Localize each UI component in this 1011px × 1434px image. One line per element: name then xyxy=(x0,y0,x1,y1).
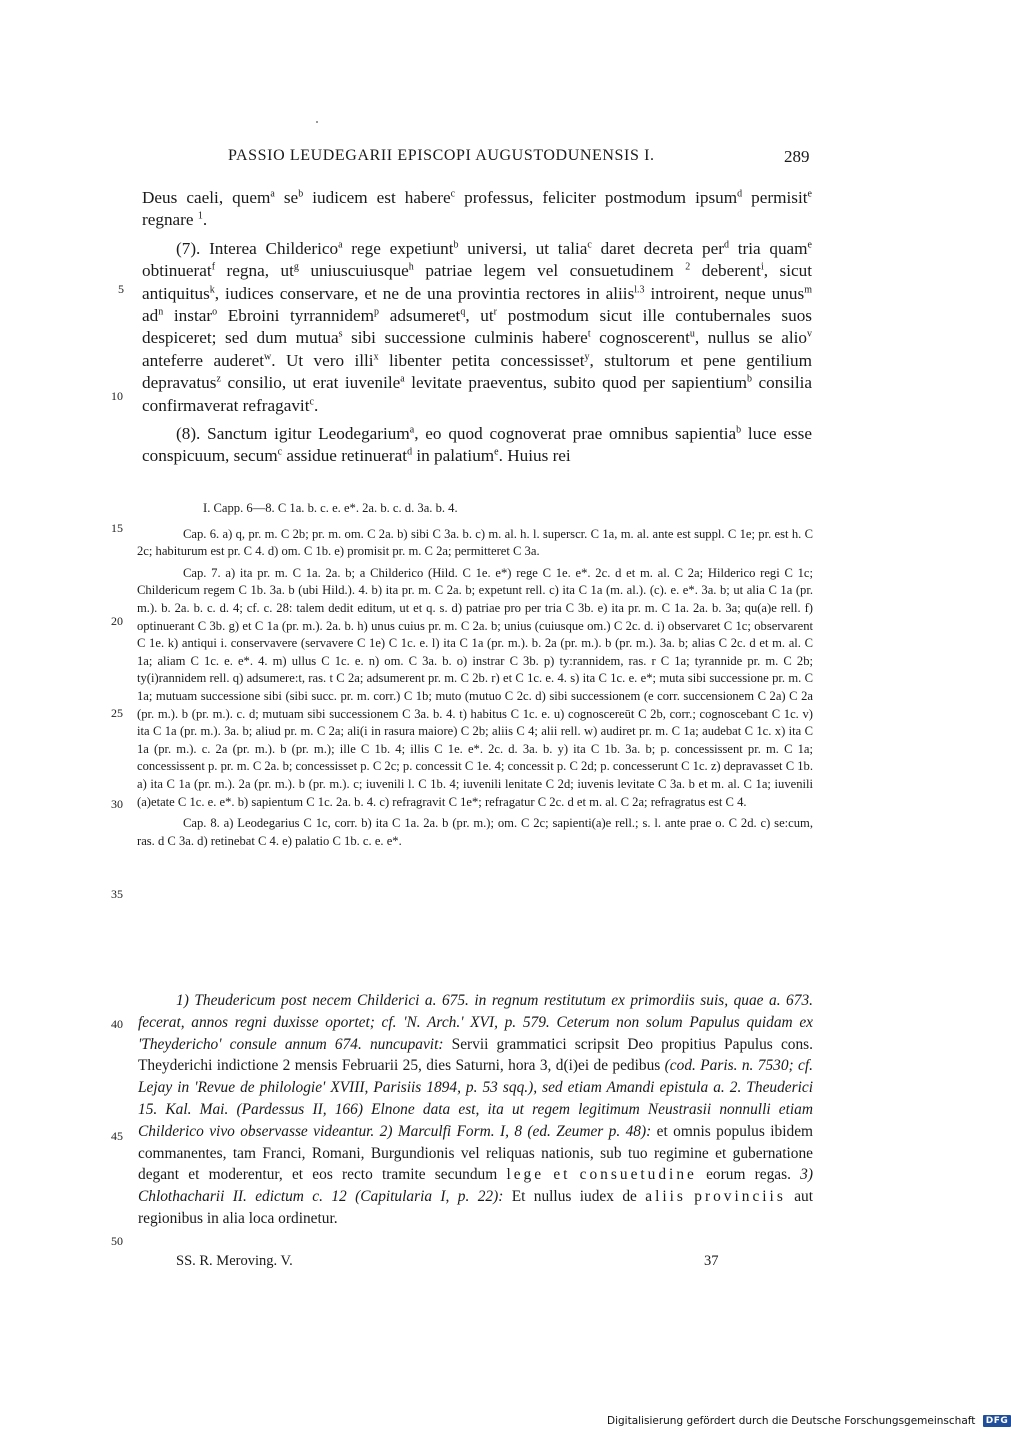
sheet-number: 37 xyxy=(704,1253,719,1269)
main-text xyxy=(142,187,812,468)
apparatus-cap6: Cap. 6. a) q, pr. m. C 2b; pr. m. om. C 2a. b) sibi C 3a. b. c) m. al. h. l. superscr. C 1a, m. al. ante est suppl. C 1e; pr. est h. C 2c; habiturum est pr. C 4. d) om. C 1b. e) promisit pr. m. C 2a; permitteret C 3a. xyxy=(137,526,813,559)
line-number: 45 xyxy=(111,1129,123,1143)
line-number: 5 xyxy=(118,282,124,296)
critical-apparatus xyxy=(137,500,813,850)
line-number: 10 xyxy=(111,389,123,403)
digitization-credit xyxy=(607,1415,1011,1427)
line-number: 25 xyxy=(111,706,123,720)
footnotes xyxy=(138,990,813,1230)
signature-line xyxy=(0,1253,1000,1273)
paragraph: Deus caeli, quem$^a$ $se^b$ iudicem est habere$^c$ professus, feliciter postmodum ipsum$^d$ permisit$^e$ regnare $^1$. xyxy=(142,188,812,230)
paragraph-cap8: (8). Sanctum igitur Leodegarium$^a$, eo quod cognoverat prae omnibus sapientia$^b$ luce esse conspicuum, secum$^c$ assidue retinuerat$^d$ in palatium$^e$. Huius rei xyxy=(142,424,812,466)
footnote-block: 1) Theudericum post necem Childerici a. 675. in regnum restitutum ex primordiis suis, quae a. 673. fecerat, annos regni duxisse oportet; cf. 'N. Arch.' XVI, p. 579. Ceterum non solum Papulus quidam ex 'Theydericho' consule annum 674. nuncupavit: Servii grammatici scripsit Deo propitius Papulus cons. Theyderichi indictione 2 mensis Februarii 25, dies Saturni, hora 3, d(i)ei de pedibus (cod. Paris. n. 7530; cf. Lejay in 'Revue de philologie' XVIII, Parisiis 1894, p. 53 sqq.), sed etiam Amandi epistula a. 2. Theuderici 15. Kal. Mai. (Pardessus II, 166) Elnone data est, ita ut regem legitimum Neustrasii nonnulli etiam Childerico vivo observasse videantur. 2) Marculfi Form. I, 8 (ed. Zeumer p. 48): et omnis populus ibidem commanentes, tam Franci, Romani, Burgundionis vel reliquas nationis, sub tuo regimine et gubernatione degant et moderentur, et eos recto tramite secundum lege et consuetudine eorum regas. 3) Chlothacharii II. edictum c. 12 (Capitularia I, p. 22): Et nullus iudex de aliis provinciis aut regionibus in alia loca ordinetur. xyxy=(138,992,814,1227)
running-title: PASSIO LEUDEGARII EPISCOPI AUGUSTODUNENSIS I. xyxy=(228,147,655,164)
apparatus-sigla: I. Capp. 6—8. C 1a. b. c. e. e*. 2a. b. c. d. 3a. b. 4. xyxy=(203,501,458,515)
line-number: 20 xyxy=(111,614,123,628)
line-number: 35 xyxy=(111,887,123,901)
line-number: 50 xyxy=(111,1234,123,1248)
scan-speck xyxy=(316,121,318,123)
page-number: 289 xyxy=(784,147,810,166)
line-number: 40 xyxy=(111,1017,123,1031)
credit-text: Digitalisierung gefördert durch die Deutsche Forschungsgemeinschaft xyxy=(607,1415,976,1427)
line-number: 30 xyxy=(111,797,123,811)
series-signature: SS. R. Meroving. V. xyxy=(176,1253,293,1269)
line-number: 15 xyxy=(111,521,123,535)
page-header xyxy=(0,147,1000,169)
apparatus-cap7: Cap. 7. a) ita pr. m. C 1a. 2a. b; a Childerico (Hild. C 1e. e*) rege C 1e. e*. 2c. d et m. al. C 2a; Hilderico regi C 1c; Childericum regem C 1b. 3a. b (ubi Hild.). 4. b) ita pr. m. C 2a. b; expetunt rell. c) ita C 1a (m. al.). (c). e. e*. 3a. b; ut alia C 1a (pr. m.). b. 2a. b. c. d. 4; cf. c. 28: talem dedit editum, ut et q. s. d) patriae pro per tria C 3b. e) ita pr. m. C 1a. 2a. b. 3a; qu(a)e rell. f) optinuerant C 3b. g) et C 1a (pr. m.). 2a. b. h) unus cuius pr. m. C 2a. b; unius (cuiusque om.) C 2c. d. i) observaret C 1c; observarent C 1e. k) antiqui i. conservavere (servavere C 1e) C 1c. e. l) ita C 1a (pr. m.). b. 2a (pr. m.). b (pr. m.). 3a. b; alias C 2c. d et m. al. C 1a; aliam C 1c. e. e*. 4. m) ullus C 1c. e. n) om. C 3a. b. o) instrar C 3b. p) ty:rannidem, ras. r C 1a; tyrannide pr. m. C 2b; ty(i)rannidem rell. q) adsumere:t, ras. t C 2a; adsumerent pr. m. C 2b. r) et C 1c. e. 4. s) ita C 1c. e. e*; muta sibi successione pr. m. C 1a; mutuam successione sibi (sibi succ. pr. m. corr.) C 1b; muto (mutuo C 2c. d) sibi successionem (e corr. succensionem C 2a) C 2a (pr. m.). b (pr. m.). c. d; mutuam sibi successionem C 3a. b. 4. t) habitus C 1c. e. u) cognoscereūt C 2b, corr.; cognoscebant C 1c. v) ita C 1a (pr. m.). 3a. b; aliud pr. m. C 2a; ali(i in rasura maiore) C 2b; aliis C 4; alii rell. w) audiret pr. m. C 1a; audebat C 1c. x) ita C 1a (pr. m.). c. 2a (pr. m.). b (pr. m.); ille C 1b. 4; illis C 1e. e*. 2c. d. 3a. b. y) ita C 1b. 3a. b; p. concessissent pr. m. C 1a; concessissent p. pr. m. C 2a. b; concessisset p. C 2c; p. concessit C 1e. 4; concessit p. C 2d; p. concesserunt C 1c. z) depravasset C 1b. a) ita C 1a (pr. m.). 2a (pr. m.). b (pr. m.). c; iuvenili l. C 1b. 4; iuvenili lenitate C 2d; iuvenis levitate C 3a. b et m. al. C 1a; iuvenili (a)etate C 1c. e. e*. b) sapientum C 1c. 2a. b. 4. c) refragravit C 1e*; refragatur C 2c. d et m. al. C 2a; refragratus est C 4. xyxy=(137,565,813,809)
paragraph-cap7: (7). Interea Childerico$^a$ rege expetiunt$^b$ universi, ut talia$^c$ daret decreta per$^d$ tria quam$^e$ obtinuerat$^f$ regna, $ut^g$ uniuscuiusque$^h$ patriae legem vel consuetudinem $^2$ deberent$^i$, sicut antiquitus$^k$, iudices conservare, et ne de una provintia rectores in aliis$^{l.3}$ introirent, neque unus$^m$ $ad^n$ instar$^o$ Ebroini tyrrannidem$^p$ adsumeret$^q$, $ut^r$ postmodum sicut ille contubernales suos despiceret; sed dum mutua$^s$ sibi successione culminis habere$^t$ cognoscerent$^u$, nullus se alio$^v$ anteferre auderet$^w$. Ut vero illi$^x$ libenter petita concessisset$^y$, stultorum et pene gentilium depravatus$^z$ consilio, ut erat iuvenile$^a$ levitate praeventus, subito quod per sapientium$^b$ consilia confirmaverat refragavit$^c$. xyxy=(142,238,813,415)
apparatus-cap8: Cap. 8. a) Leodegarius C 1c, corr. b) ita C 1a. 2a. b (pr. m.); om. C 2c; sapienti(a)e rell.; s. l. ante prae o. C 2d. c) se:cum, ras. d C 3a. d) retinebat C 4. e) palatio C 1b. c. e. e*. xyxy=(137,816,813,848)
dfg-logo: DFG xyxy=(983,1415,1011,1427)
